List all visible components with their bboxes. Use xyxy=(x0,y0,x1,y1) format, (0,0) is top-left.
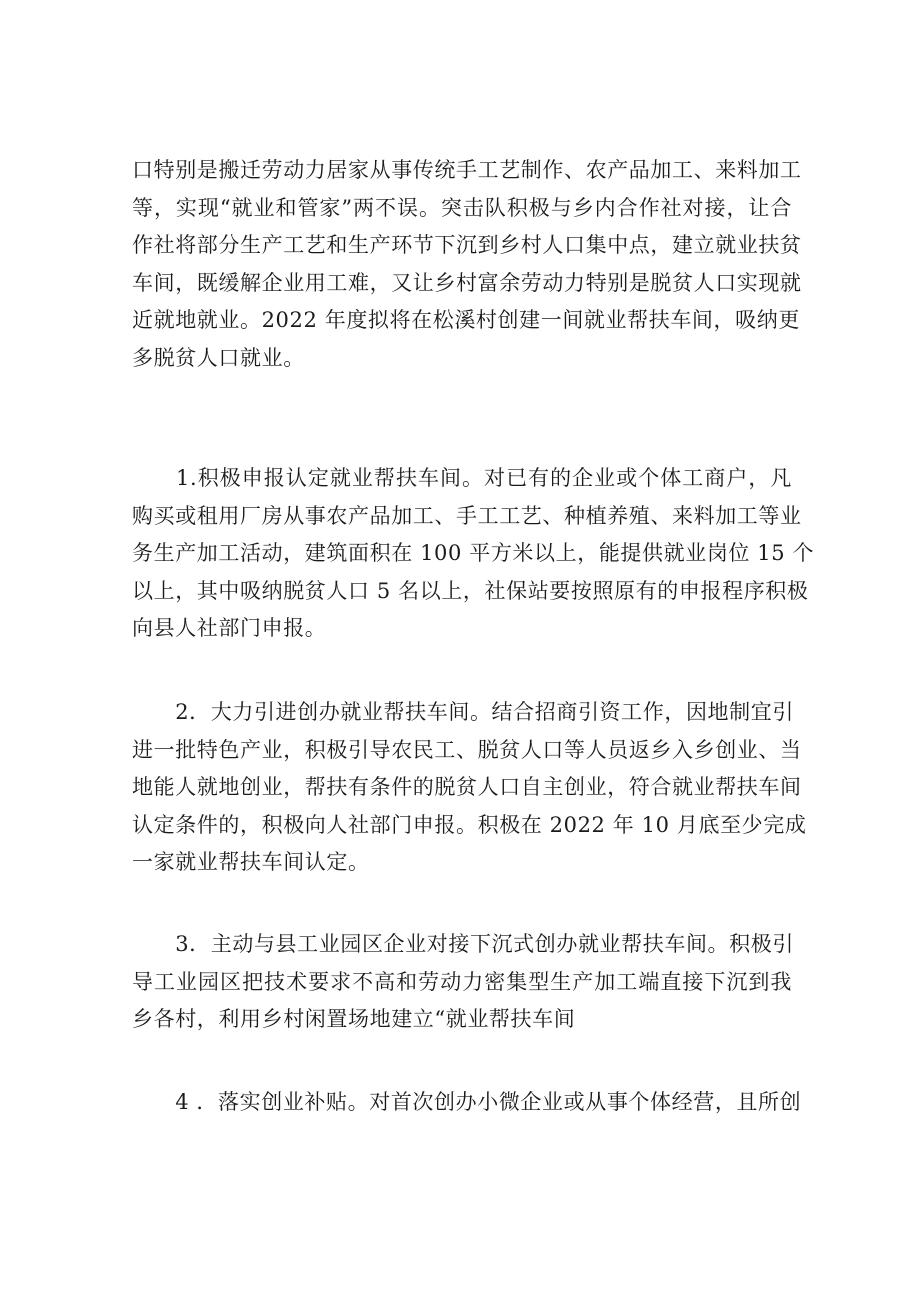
paragraph-line: 务生产加工活动，建筑面积在 100 平方米以上，能提供就业岗位 15 个 xyxy=(132,541,815,565)
paragraph-line: 车间，既缓解企业用工难，又让乡村富余劳动力特别是脱贫人口实现就 xyxy=(132,270,802,295)
paragraph-line: 多脱贫人口就业。 xyxy=(132,345,305,370)
paragraph-4 xyxy=(132,926,792,1039)
paragraph-line: 1.积极申报认定就业帮扶车间。对已有的企业或个体工商户，凡 xyxy=(132,466,792,490)
paragraph-line: 认定条件的，积极向人社部门申报。积极在 2022 年 10 月底至少完成 xyxy=(132,812,807,837)
paragraph-line: 4 ．落实创业补贴。对首次创办小微企业或从事个体经营，且所创 xyxy=(132,1090,802,1114)
paragraph-line: 乡各村，利用乡村闲置场地建立“就业帮扶车间 xyxy=(132,1007,576,1031)
paragraph-line: 导工业园区把技术要求不高和劳动力密集型生产加工端直接下沉到我 xyxy=(132,969,792,994)
paragraph-line: 2．大力引进创办就业帮扶车间。结合招商引资工作，因地制宜引 xyxy=(132,700,794,724)
paragraph-3 xyxy=(132,694,807,882)
paragraph-line: 等，实现“就业和管家”两不误。突击队积极与乡内合作社对接，让合 xyxy=(132,195,792,220)
paragraph-1 xyxy=(132,152,802,377)
paragraph-line: 购买或租用厂房从事农产品加工、手工工艺、种植养殖、来料加工等业 xyxy=(132,503,802,528)
paragraph-line: 以上，其中吸纳脱贫人口 5 名以上，社保站要按照原有的申报程序积极 xyxy=(132,578,809,603)
paragraph-line: 近就地就业。2022 年度拟将在松溪村创建一间就业帮扶车间，吸纳更 xyxy=(132,308,800,332)
paragraph-2 xyxy=(132,460,815,648)
paragraph-line: 进一批特色产业，积极引导农民工、脱贫人口等人员返乡入乡创业、当 xyxy=(132,737,802,762)
paragraph-line: 作社将部分生产工艺和生产环节下沉到乡村人口集中点，建立就业扶贫 xyxy=(132,233,802,257)
paragraph-line: 一家就业帮扶车间认定。 xyxy=(132,850,370,874)
paragraph-line: 3．主动与县工业园区企业对接下沉式创办就业帮扶车间。积极引 xyxy=(132,932,794,956)
paragraph-line: 口特别是搬迁劳动力居家从事传统手工艺制作、农产品加工、来料加工 xyxy=(132,158,802,182)
paragraph-line: 地能人就地创业，帮扶有条件的脱贫人口自主创业，符合就业帮扶车间 xyxy=(132,775,802,799)
paragraph-5 xyxy=(132,1084,802,1122)
paragraph-line: 向县人社部门申报。 xyxy=(132,616,327,640)
